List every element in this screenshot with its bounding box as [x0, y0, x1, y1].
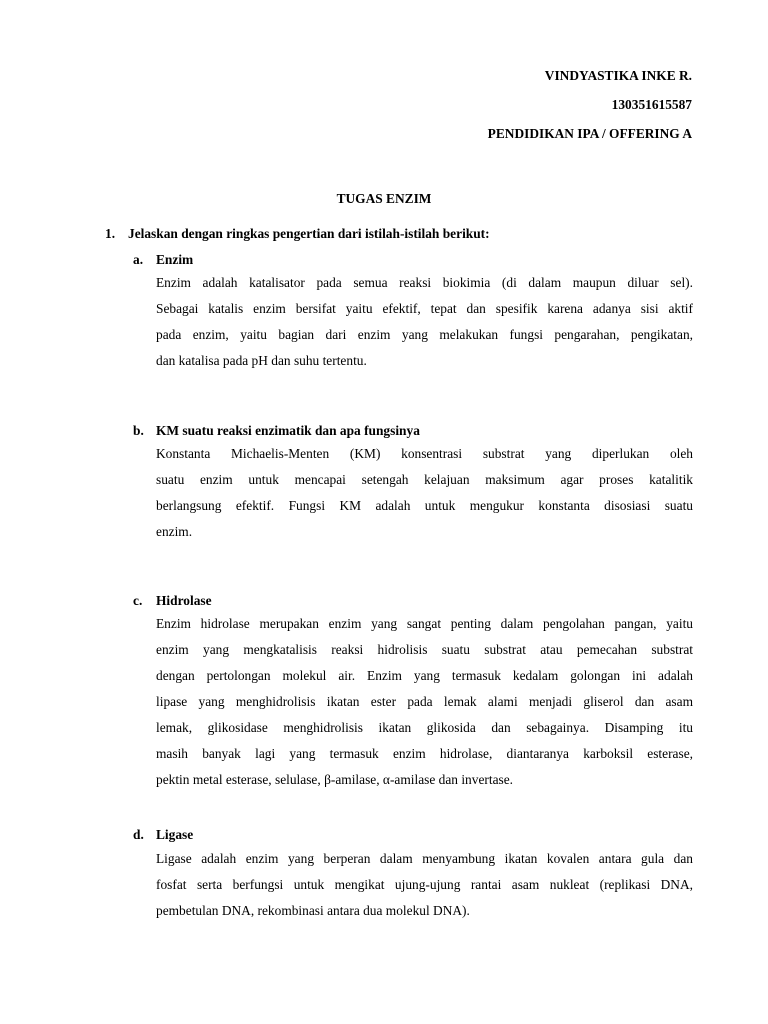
- study-program: PENDIDIKAN IPA / OFFERING A: [487, 126, 692, 141]
- paragraph-line: dan katalisa pada pH dan suhu tertentu.: [156, 353, 367, 368]
- document-title: TUGAS ENZIM: [336, 191, 432, 206]
- paragraph-line: pembetulan DNA, rekombinasi antara dua molekul DNA).: [156, 903, 470, 918]
- item-a-heading: Enzim: [156, 252, 194, 267]
- paragraph-line: dengan pertolongan molekul air. Enzim yang termasuk kedalam golongan ini adalah: [156, 668, 693, 683]
- student-id: 130351615587: [611, 97, 692, 112]
- paragraph-line: lipase yang menghidrolisis ikatan ester pada lemak alami menjadi gliserol dan asam: [156, 694, 693, 709]
- item-d-heading: Ligase: [156, 827, 194, 842]
- paragraph-line: Enzim hidrolase merupakan enzim yang sangat penting dalam pengolahan pangan, yaitu: [156, 616, 693, 631]
- item-b-heading: KM suatu reaksi enzimatik dan apa fungsinya: [156, 423, 420, 438]
- item-c-letter: c.: [133, 593, 143, 608]
- item-d-paragraph: [156, 846, 693, 924]
- author-name: VINDYASTIKA INKE R.: [544, 68, 692, 83]
- item-a-paragraph: [156, 270, 693, 374]
- paragraph-line: pada enzim, yaitu bagian dari enzim yang melakukan fungsi pengarahan, pengikatan,: [156, 327, 693, 342]
- question-number: 1.: [105, 226, 116, 241]
- item-d-letter: d.: [133, 827, 144, 842]
- paragraph-line: berlangsung efektif. Fungsi KM adalah untuk mengukur konstanta disosiasi suatu: [156, 498, 693, 513]
- paragraph-line: enzim.: [156, 524, 193, 539]
- item-b-letter: b.: [133, 423, 144, 438]
- paragraph-line: Konstanta Michaelis-Menten (KM) konsentrasi substrat yang diperlukan oleh: [156, 446, 693, 461]
- item-a-letter: a.: [133, 252, 144, 267]
- paragraph-line: enzim yang mengkatalisis reaksi hidrolisis suatu substrat atau pemecahan substrat: [156, 642, 693, 657]
- paragraph-line: lemak, glikosidase menghidrolisis ikatan glikosida dan sebagainya. Disamping itu: [156, 720, 693, 735]
- item-b-paragraph: [156, 441, 693, 545]
- item-c-heading: Hidrolase: [156, 593, 212, 608]
- paragraph-line: pektin metal esterase, selulase, β-amilase, α-amilase dan invertase.: [156, 772, 514, 787]
- paragraph-line: suatu enzim untuk mencapai setengah kelajuan maksimum agar proses katalitik: [156, 472, 693, 487]
- paragraph-line: Sebagai katalis enzim bersifat yaitu efektif, tepat dan spesifik karena adanya sisi aktif: [156, 301, 693, 316]
- paragraph-line: Enzim adalah katalisator pada semua reaksi biokimia (di dalam maupun diluar sel).: [156, 275, 693, 290]
- paragraph-line: masih banyak lagi yang termasuk enzim hidrolase, diantaranya karboksil esterase,: [156, 746, 693, 761]
- paragraph-line: fosfat serta berfungsi untuk mengikat ujung-ujung rantai asam nukleat (replikasi DNA,: [156, 877, 693, 892]
- paragraph-line: Ligase adalah enzim yang berperan dalam menyambung ikatan kovalen antara gula dan: [156, 851, 693, 866]
- item-c-paragraph: [156, 611, 693, 793]
- question-text: Jelaskan dengan ringkas pengertian dari istilah-istilah berikut:: [128, 226, 490, 241]
